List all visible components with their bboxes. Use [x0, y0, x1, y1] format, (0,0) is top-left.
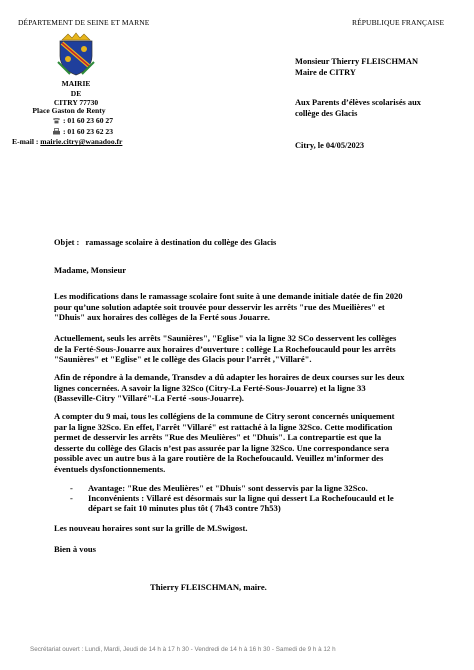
bullet-text: Avantage: "Rue des Meulières" et "Dhuis" sont desservis par la ligne 32Sco. [88, 483, 368, 493]
paragraph-line: permet de desservir les arrêts "Rue des Meulières" et "Dhuis". La contrepartie est que la [54, 432, 382, 443]
sender-name: Monsieur Thierry FLEISCHMAN [295, 57, 418, 66]
republic-heading: RÉPUBLIQUE FRANÇAISE [352, 18, 445, 27]
office-hours-footer: Secrétariat ouvert : Lundi, Mardi, Jeudi de 14 h à 17 h 30 - Vendredi de 14 h à 16 h 30 - Samedi de 9 h à 12 h [30, 646, 336, 653]
paragraph-4 [54, 411, 426, 475]
schedule-note: Les nouveau horaires sont sur la grille de M.Swigost. [54, 523, 248, 533]
mairie-phone: : 01 60 23 60 27 [63, 115, 113, 125]
mairie-city: CITRY 77730 [53, 98, 99, 108]
recipient-line-1: Aux Parents d’élèves scolarisés aux [295, 98, 421, 107]
paragraph-1 [54, 291, 426, 323]
mairie-title-de: DE [70, 88, 82, 98]
sender-role: Maire de CITRY [295, 67, 356, 77]
paragraph-line: possible avec un autre bus à la gare routière de la Rochefoucauld. Veuillez m’informer des [54, 453, 384, 464]
email-link[interactable]: mairie.citry@wanadoo.fr [40, 137, 123, 147]
bullet-advantage [70, 483, 368, 494]
city-coat-of-arms [56, 32, 96, 76]
signature: Thierry FLEISCHMAN, maire. [150, 582, 267, 592]
mairie-address: Place Gaston de Renty [32, 106, 106, 115]
letter-date: Citry, le 04/05/2023 [295, 141, 365, 150]
paragraph-line: par la ligne 32Sco. En effet, l'arrêt "Villaré" est rattaché à la ligne 32Sco. Cette modification [54, 421, 393, 432]
department-heading: DÉPARTEMENT DE SEINE ET MARNE [18, 18, 150, 27]
salutation: Madame, Monsieur [54, 265, 127, 275]
paragraph-line: Afin de répondre à la demande, Transdev a dû adapter les horaires de deux courses sur les deux [54, 372, 405, 382]
regards: Bien à vous [54, 544, 97, 554]
paragraph-line: "Saunières" et "Eglise" et le collège des Glacis pour l’arrêt ,"Villaré". [54, 354, 312, 365]
fax-icon [52, 128, 61, 138]
mairie-phone-line [14, 116, 144, 127]
mairie-email-line [12, 137, 142, 147]
bullet-dash: - [70, 493, 73, 503]
paragraph-3 [54, 372, 426, 404]
telephone-icon [52, 117, 61, 127]
email-label: E-mail : [12, 137, 39, 147]
mairie-fax-line [14, 127, 144, 138]
paragraph-line: (Basseville-Citry "Villaré"-La Ferté -sous-Jouarre). [54, 393, 244, 404]
paragraph-line: lignes concernées. A savoir la ligne 32Sco (Citry-La Ferté-Sous-Jouarre) et la ligne 33 [54, 382, 366, 393]
recipient-line-2: collège des Glacis [295, 108, 358, 118]
mairie-title: MAIRIE [61, 79, 91, 88]
bullet-drawback-continued: départ se fait 10 minutes plus tôt ( 7h43 contre 7h53) [88, 503, 281, 513]
paragraph-line: desserte du collège des Glacis n’est pas assurée par la ligne 32Sco. Une correspondance sera [54, 442, 390, 453]
subject-label: Objet : [54, 238, 80, 247]
mairie-fax: : 01 60 23 62 23 [63, 126, 113, 136]
paragraph-2 [54, 333, 426, 365]
paragraph-line: pour qu’une solution adaptée soit trouvée pour desservir les arrêts "rue des Mueilières" et [54, 301, 385, 312]
paragraph-line: A compter du 9 mai, tous les collégiens de la commune de Citry seront concernés uniquement [54, 411, 395, 421]
paragraph-line: Actuellement, seuls les arrêts "Saunières", "Eglise" via la ligne 32 SCo desservent les collèges [54, 333, 397, 343]
bullet-drawback [70, 493, 394, 504]
paragraph-line: éventuels dysfonctionnements. [54, 463, 166, 474]
paragraph-line: "Dhuis" aux horaires des collèges de la Ferté sous Jouarre. [54, 312, 270, 323]
bullet-dash: - [70, 483, 73, 493]
paragraph-line: de la Ferté-Sous-Jouarre aux horaires d’ouverture : collège La Rochefoucauld pour les arrêts [54, 343, 396, 354]
subject-text: ramassage scolaire à destination du collège des Glacis [85, 238, 277, 247]
paragraph-line: Les modifications dans le ramassage scolaire font suite à une demande initiale datée de fin 2020 [54, 291, 403, 301]
subject-line [54, 238, 276, 247]
bullet-text: Inconvénients : Villaré est désormais sur la ligne qui dessert La Rochefoucauld et le [88, 493, 394, 503]
